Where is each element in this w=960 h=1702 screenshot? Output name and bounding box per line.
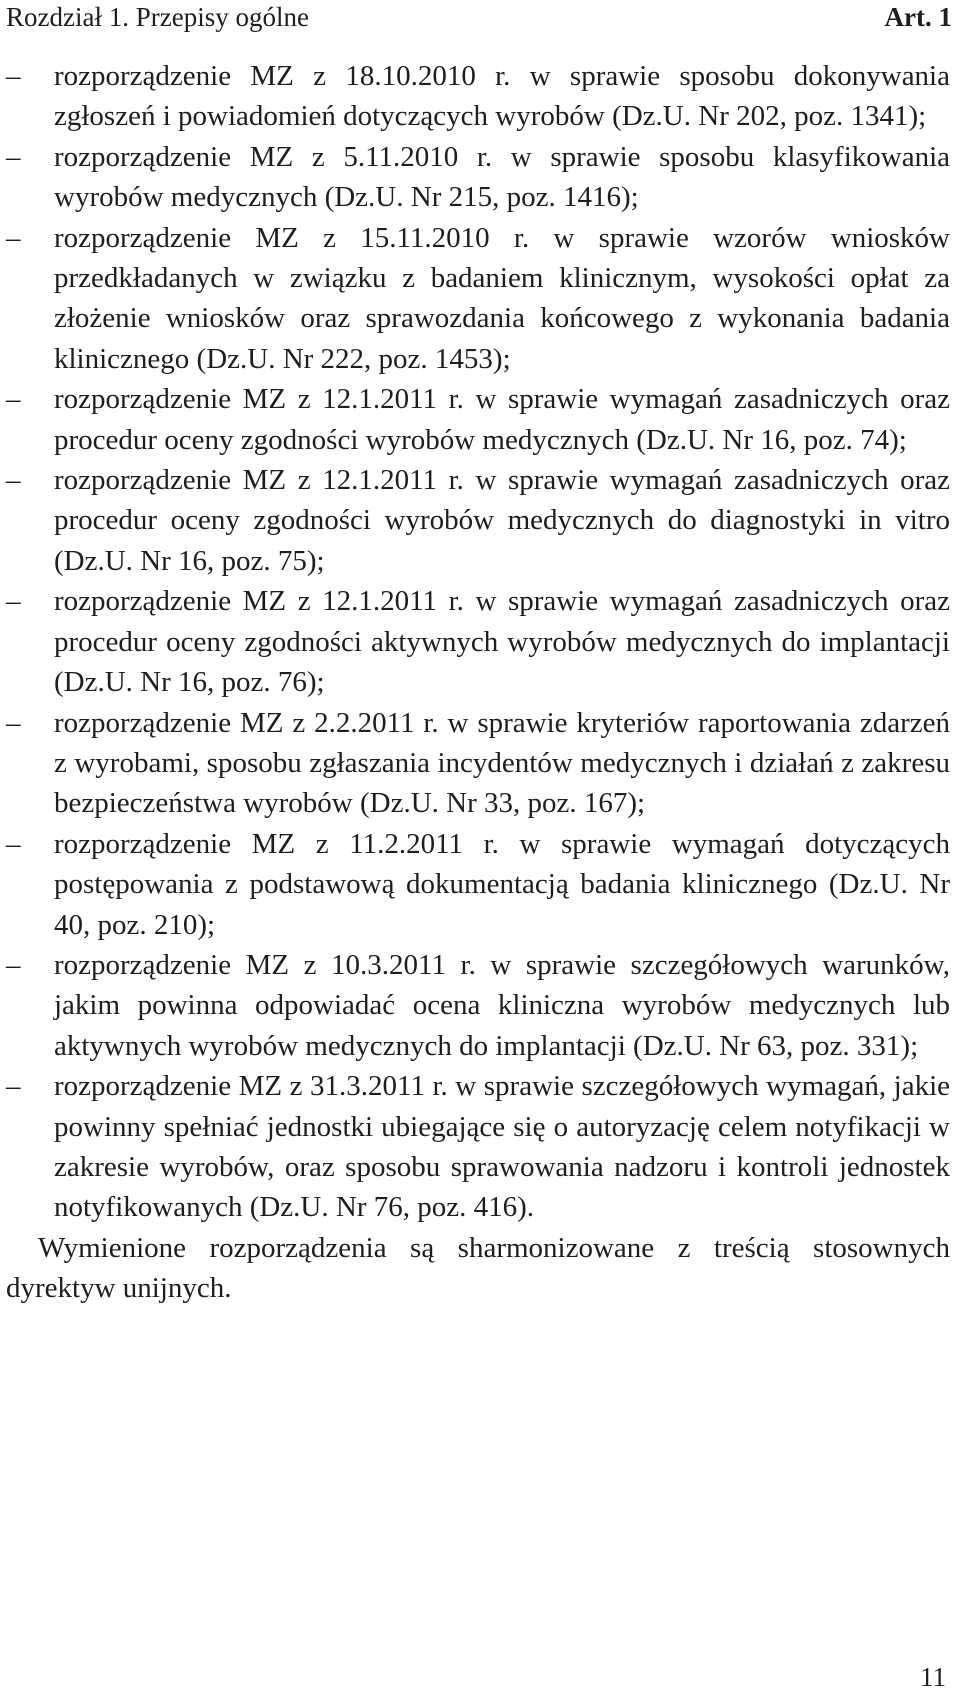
list-item: [6, 581, 950, 702]
running-header: [6, 0, 952, 34]
list-item-text: rozporządzenie MZ z 15.11.2010 r. w sprawie wzorów wniosków przedkładanych w związku z badaniem klinicznym, wysokości opłat za złożenie wniosków oraz sprawozdania końcowego z wykonania badania klinicznego (Dz.U. Nr 222, poz. 1453);: [54, 221, 950, 375]
dash-bullet: –: [6, 706, 21, 739]
article-number: Art. 1: [884, 2, 952, 32]
list-item: [6, 218, 950, 380]
list-item: [6, 1066, 950, 1228]
list-item-text: rozporządzenie MZ z 12.1.2011 r. w sprawie wymagań zasadniczych oraz procedur oceny zgodności wyrobów medycznych (Dz.U. Nr 16, poz. 74);: [54, 383, 950, 456]
dash-bullet: –: [6, 948, 21, 981]
list-item-text: rozporządzenie MZ z 2.2.2011 r. w sprawie kryteriów raportowania zdarzeń z wyrobami, sposobu zgłaszania incydentów medycznych i działań z zakresu bezpieczeństwa wyrobów (Dz.U. Nr 33, poz. 167);: [54, 706, 950, 820]
dash-bullet: –: [6, 827, 21, 860]
main-content: [6, 56, 950, 1309]
dash-bullet: –: [6, 60, 21, 92]
dash-bullet: –: [6, 140, 21, 173]
list-item: [6, 945, 950, 1066]
dash-bullet: –: [6, 464, 21, 497]
chapter-title: Rozdział 1. Przepisy ogólne: [6, 2, 309, 32]
regulation-list: [6, 56, 950, 1228]
list-item: [6, 137, 950, 218]
list-item-text: rozporządzenie MZ z 31.3.2011 r. w sprawie szczegółowych wymagań, jakie powinny spełniać jednostki ubiegające się o autoryzację celem notyfikacji w zakresie wyrobów, oraz sposobu sprawowania nadzoru i kontroli jednostek notyfikowanych (Dz.U. Nr 76, poz. 416).: [54, 1070, 950, 1224]
dash-bullet: –: [6, 1070, 21, 1103]
list-item-text: rozporządzenie MZ z 18.10.2010 r. w sprawie sposobu dokonywania zgłoszeń i powiadomień dotyczących wyrobów (Dz.U. Nr 202, poz. 1341);: [54, 60, 950, 133]
dash-bullet: –: [6, 383, 21, 416]
dash-bullet: –: [6, 221, 21, 254]
list-item-text: rozporządzenie MZ z 11.2.2011 r. w sprawie wymagań dotyczących postępowania z podstawową dokumentacją badania klinicznego (Dz.U. Nr 40, poz. 210);: [54, 827, 950, 941]
list-item-text: rozporządzenie MZ z 12.1.2011 r. w sprawie wymagań zasadniczych oraz procedur oceny zgodności wyrobów medycznych do diagnostyki in vitro (Dz.U. Nr 16, poz. 75);: [54, 464, 950, 577]
page-number: 11: [920, 1662, 946, 1692]
dash-bullet: –: [6, 585, 21, 618]
list-item: [6, 460, 950, 581]
list-item-text: rozporządzenie MZ z 10.3.2011 r. w sprawie szczegółowych warunków, jakim powinna odpowiadać ocena kliniczna wyrobów medycznych lub aktywnych wyrobów medycznych do implantacji (Dz.U. Nr 63, poz. 331);: [54, 948, 950, 1062]
list-item: [6, 703, 950, 824]
closing-paragraph: Wymienione rozporządzenia są sharmonizowane z treścią stosownych dyrektyw unijnych.: [6, 1231, 950, 1305]
list-item: [6, 56, 950, 137]
list-item: [6, 824, 950, 945]
list-item-text: rozporządzenie MZ z 5.11.2010 r. w sprawie sposobu klasyfikowania wyrobów medycznych (Dz.U. Nr 215, poz. 1416);: [54, 140, 950, 214]
list-item-text: rozporządzenie MZ z 12.1.2011 r. w sprawie wymagań zasadniczych oraz procedur oceny zgodności aktywnych wyrobów medycznych do implantacji (Dz.U. Nr 16, poz. 76);: [54, 585, 950, 699]
list-item: [6, 379, 950, 460]
